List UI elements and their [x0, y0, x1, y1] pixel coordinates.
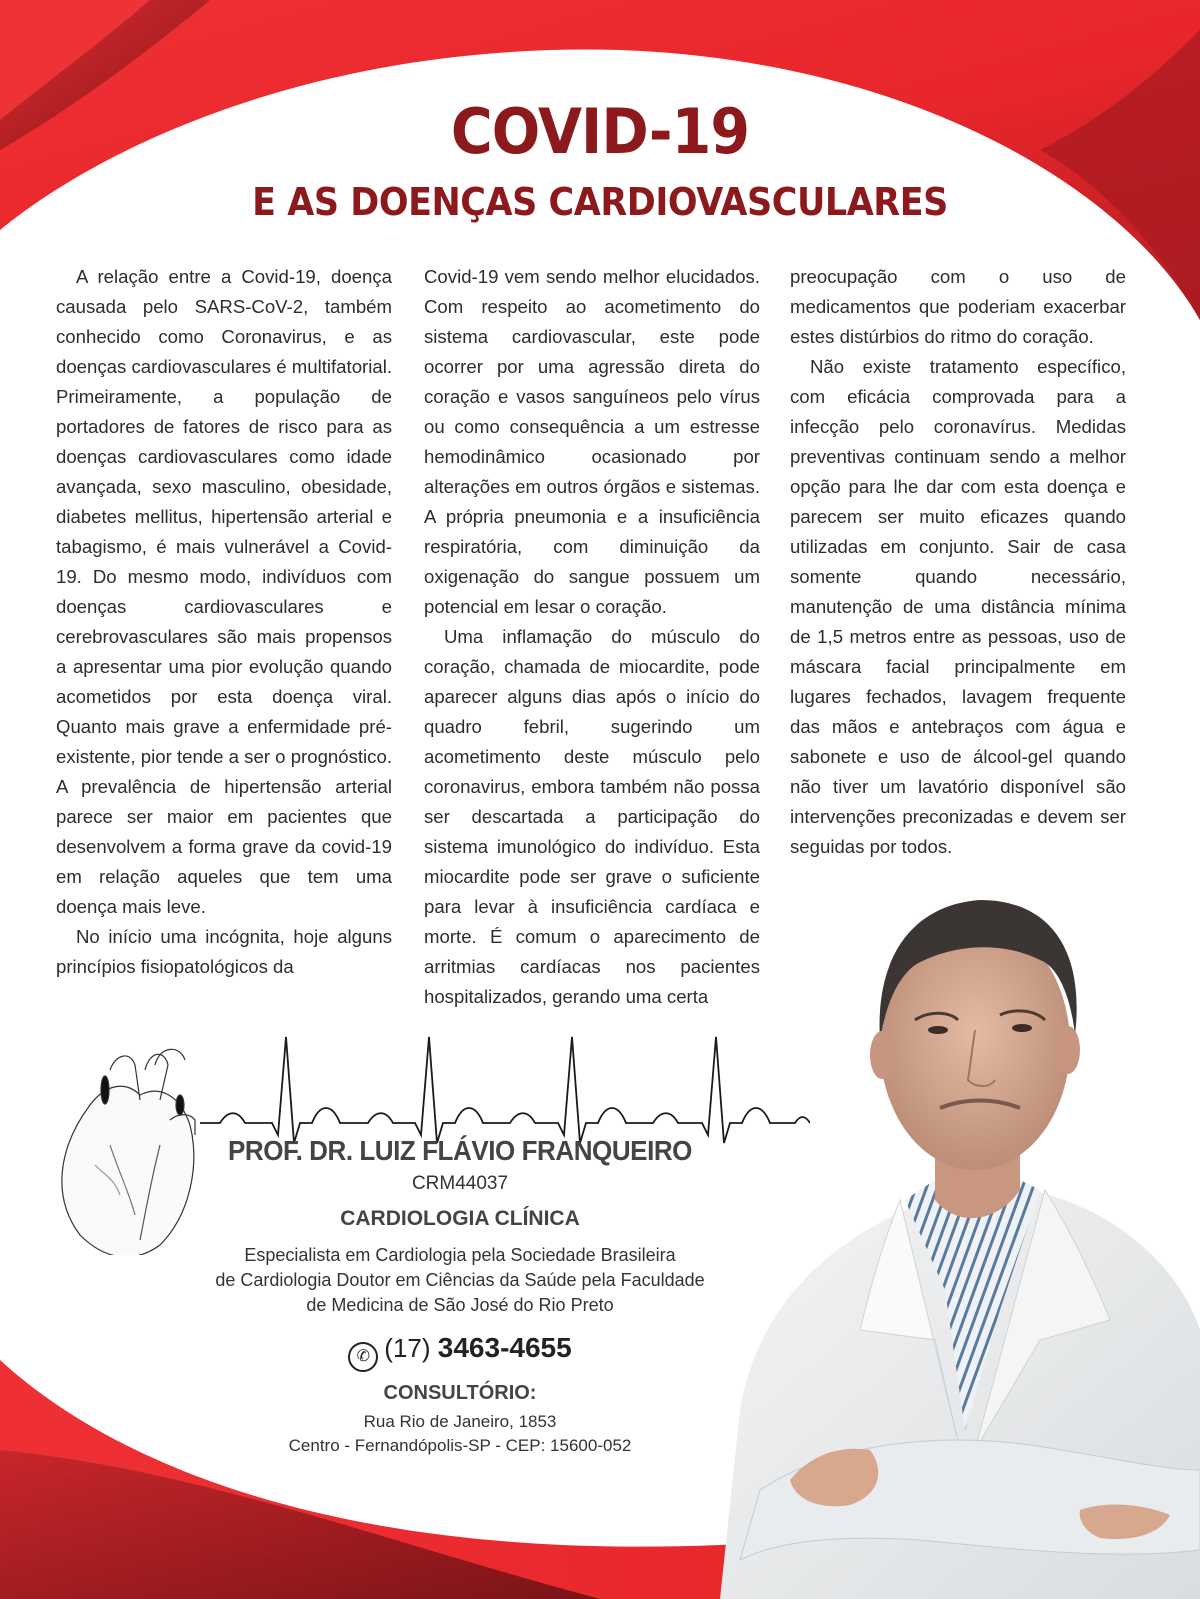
doctor-bio — [170, 1243, 750, 1318]
article-column-1 — [56, 262, 392, 982]
bio-line: de Cardiologia Doutor em Ciências da Saúde pela Faculdade — [215, 1270, 705, 1290]
phone-icon: ✆ — [348, 1342, 378, 1372]
phone-number: 3463-4655 — [437, 1332, 572, 1363]
address-line: Centro - Fernandópolis-SP - CEP: 15600-052 — [288, 1436, 632, 1455]
page-title: COVID-19 — [450, 95, 750, 168]
page-subtitle: E AS DOENÇAS CARDIOVASCULARES — [252, 180, 948, 224]
office-label: CONSULTÓRIO: — [383, 1382, 537, 1404]
office-address — [170, 1410, 750, 1458]
doctor-name: PROF. DR. LUIZ FLÁVIO FRANQUEIRO — [228, 1135, 692, 1166]
bio-line: de Medicina de São José do Rio Preto — [306, 1295, 614, 1315]
article-column-3 — [790, 262, 1126, 862]
paragraph: Covid-19 vem sendo melhor elucidados. Com respeito ao acometimento do sistema cardiovascular, este pode ocorrer por uma agressão direta do coração e vasos sanguíneos pelo vírus ou como consequência a um estresse hemodinâmico ocasionado por alterações em outros órgãos e sistemas. A própria pneumonia e a insuficiência respiratória, com diminuição da oxigenação do sangue possuem um potencial em lesar o coração. — [424, 266, 760, 617]
phone-contact[interactable] — [170, 1332, 750, 1372]
doctor-photo — [700, 870, 1200, 1599]
bio-line: Especialista em Cardiologia pela Sociedade Brasileira — [244, 1245, 676, 1265]
paragraph: Não existe tratamento específico, com eficácia comprovada para a infecção pelo coronavírus. Medidas preventivas continuam sendo a melhor opção para lhe dar com esta doença e parecem ser muito eficazes quando utilizadas em conjunto. Sair de casa somente quando necessário, manutenção de uma distância mínima de 1,5 metros entre as pessoas, uso de máscara facial principalmente em lugares fechados, lavagem frequente das mãos e antebraços com água e sabonete e uso de álcool-gel quando não tiver um lavatório disponível são intervenções preconizadas e devem ser seguidas por todos. — [790, 356, 1126, 857]
phone-area-code: (17) — [384, 1333, 431, 1363]
paragraph: No início uma incógnita, hoje alguns princípios fisiopatológicos da — [56, 926, 392, 977]
paragraph: Uma inflamação do músculo do coração, chamada de miocardite, pode aparecer alguns dias após o início do quadro febril, sugerindo um acometimento deste músculo pelo coronavirus, embora também não possa ser descartada a participação do sistema imunológico do indivíduo. Esta miocardite pode ser grave o suficiente para levar à insuficiência cardíaca e morte. É comum o aparecimento de arritmias cardíacas nos pacientes hospitalizados, gerando uma certa — [424, 626, 760, 1007]
doctor-specialty: CARDIOLOGIA CLÍNICA — [340, 1207, 580, 1230]
doctor-crm: CRM44037 — [411, 1173, 509, 1194]
paragraph: A relação entre a Covid-19, doença causada pelo SARS-CoV-2, também conhecido como Coronavirus, e as doenças cardiovasculares é multifatorial. Primeiramente, a população de portadores de fatores de risco para as doenças cardiovasculares como idade avançada, sexo masculino, obesidade, diabetes mellitus, hipertensão arterial e tabagismo, é mais vulnerável a Covid-19. Do mesmo modo, indivíduos com doenças cardiovasculares e cerebrovasculares são mais propensos a apresentar uma pior evolução quando acometidos por esta doença viral. Quanto mais grave a enfermidade pré-existente, pior tende a ser o prognóstico. A prevalência de hipertensão arterial parece ser maior em pacientes que desenvolvem a forma grave da covid-19 em relação aqueles que tem uma doença mais leve. — [56, 266, 392, 917]
address-line: Rua Rio de Janeiro, 1853 — [363, 1412, 557, 1431]
paragraph: preocupação com o uso de medicamentos que poderiam exacerbar estes distúrbios do ritmo do coração. — [790, 266, 1126, 347]
